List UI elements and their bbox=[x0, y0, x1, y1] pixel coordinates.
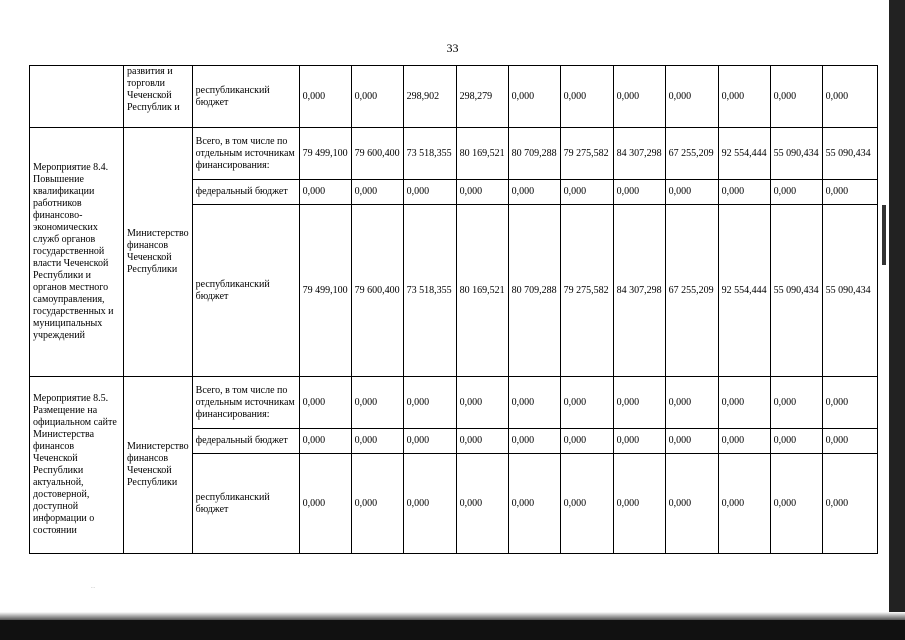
table-cell: республиканский бюджет bbox=[192, 66, 299, 128]
table-cell: 80 169,521 bbox=[456, 205, 508, 377]
table-cell: 0,000 bbox=[351, 377, 403, 429]
source-label: республиканский бюджет bbox=[192, 454, 299, 554]
table-cell: 0,000 bbox=[770, 454, 822, 554]
table-cell: 0,000 bbox=[403, 377, 456, 429]
table-cell: 0,000 bbox=[718, 180, 770, 205]
table-row bbox=[30, 128, 878, 180]
table-cell: 0,000 bbox=[718, 454, 770, 554]
source-label: федеральный бюджет bbox=[192, 180, 299, 205]
table-cell: 0,000 bbox=[299, 377, 351, 429]
table-cell: 0,000 bbox=[613, 429, 665, 454]
table-cell: 0,000 bbox=[770, 66, 822, 128]
table-cell: 84 307,298 bbox=[613, 205, 665, 377]
table-cell: 79 499,100 bbox=[299, 128, 351, 180]
table-cell: 79 275,582 bbox=[560, 205, 613, 377]
table-cell: 0,000 bbox=[718, 429, 770, 454]
table-cell: 55 090,434 bbox=[822, 128, 877, 180]
table-cell: 0,000 bbox=[299, 180, 351, 205]
page-number: 33 bbox=[446, 41, 459, 55]
table-cell: 0,000 bbox=[351, 66, 403, 128]
source-label: Всего, в том числе по отдельным источникам финансирования: bbox=[192, 377, 299, 429]
measure-name: Мероприятие 8.4. Повышение квалификации работников финансово-экономических служб органов государственной власти Чеченской Республики и органов местного самоуправления, государственных и муниципальных учреждений bbox=[30, 128, 124, 377]
table-cell: 80 709,288 bbox=[508, 205, 560, 377]
table-cell: 0,000 bbox=[456, 180, 508, 205]
table-cell: 73 518,355 bbox=[403, 128, 456, 180]
scan-edge-right bbox=[889, 0, 905, 640]
table-cell: 55 090,434 bbox=[770, 128, 822, 180]
table-cell: 0,000 bbox=[456, 429, 508, 454]
budget-table bbox=[29, 65, 878, 554]
table-cell: 0,000 bbox=[613, 66, 665, 128]
table-cell: 0,000 bbox=[613, 180, 665, 205]
table-cell: 0,000 bbox=[560, 429, 613, 454]
table-cell: 0,000 bbox=[665, 377, 718, 429]
table-cell: 0,000 bbox=[403, 429, 456, 454]
table-cell: 0,000 bbox=[822, 180, 877, 205]
table-cell: 0,000 bbox=[560, 377, 613, 429]
table-cell: 0,000 bbox=[508, 66, 560, 128]
footer-note: … bbox=[91, 584, 96, 589]
scan-edge-bottom bbox=[0, 620, 905, 640]
executor: Министерство финансов Чеченской Республики bbox=[124, 128, 193, 377]
table-cell: 0,000 bbox=[613, 454, 665, 554]
table-cell: 0,000 bbox=[508, 377, 560, 429]
table-cell: развития и торговли Чеченской Республик и bbox=[124, 66, 193, 128]
table-cell: 55 090,434 bbox=[822, 205, 877, 377]
scan-artifact-top bbox=[0, 0, 905, 22]
table-cell: 298,902 bbox=[403, 66, 456, 128]
table-cell: 0,000 bbox=[822, 377, 877, 429]
table-cell: 0,000 bbox=[351, 180, 403, 205]
table-cell: 0,000 bbox=[508, 454, 560, 554]
table-cell: 0,000 bbox=[665, 454, 718, 554]
table-cell: 0,000 bbox=[665, 180, 718, 205]
table-cell: 0,000 bbox=[456, 454, 508, 554]
table-cell: 73 518,355 bbox=[403, 205, 456, 377]
table-cell: 0,000 bbox=[665, 66, 718, 128]
table-cell: 0,000 bbox=[560, 66, 613, 128]
source-label: федеральный бюджет bbox=[192, 429, 299, 454]
table-cell: 0,000 bbox=[718, 66, 770, 128]
table-cell: 0,000 bbox=[770, 429, 822, 454]
table-cell: 0,000 bbox=[822, 429, 877, 454]
table-cell: 79 600,400 bbox=[351, 128, 403, 180]
table-cell bbox=[30, 66, 124, 128]
table-cell: 0,000 bbox=[456, 377, 508, 429]
table-cell: 92 554,444 bbox=[718, 128, 770, 180]
table-cell: 298,279 bbox=[456, 66, 508, 128]
measure-name: Мероприятие 8.5. Размещение на официальном сайте Министерства финансов Чеченской Республики актуальной, достоверной, доступной информации о состоянии bbox=[30, 377, 124, 554]
table-cell: 0,000 bbox=[299, 66, 351, 128]
table-row bbox=[30, 377, 878, 429]
table-cell: 0,000 bbox=[770, 180, 822, 205]
table-cell: 0,000 bbox=[822, 66, 877, 128]
table-cell: 0,000 bbox=[770, 377, 822, 429]
table-cell: 0,000 bbox=[822, 454, 877, 554]
table-cell: 79 275,582 bbox=[560, 128, 613, 180]
table-cell: 84 307,298 bbox=[613, 128, 665, 180]
table-cell: 79 499,100 bbox=[299, 205, 351, 377]
table-cell: 80 169,521 bbox=[456, 128, 508, 180]
table-cell: 92 554,444 bbox=[718, 205, 770, 377]
table-cell: 0,000 bbox=[508, 180, 560, 205]
table-cell: 0,000 bbox=[613, 377, 665, 429]
table-cell: 79 600,400 bbox=[351, 205, 403, 377]
table-cell: 0,000 bbox=[508, 429, 560, 454]
scan-mark bbox=[882, 205, 886, 265]
table-cell: 0,000 bbox=[299, 454, 351, 554]
table-cell: 0,000 bbox=[351, 454, 403, 554]
table-cell: 0,000 bbox=[560, 454, 613, 554]
table-cell: 55 090,434 bbox=[770, 205, 822, 377]
table-cell: 0,000 bbox=[403, 180, 456, 205]
table-cell: 67 255,209 bbox=[665, 128, 718, 180]
source-label: республиканский бюджет bbox=[192, 205, 299, 377]
executor: Министерство финансов Чеченской Республики bbox=[124, 377, 193, 554]
source-label: Всего, в том числе по отдельным источникам финансирования: bbox=[192, 128, 299, 180]
table-cell: 0,000 bbox=[718, 377, 770, 429]
table-cell: 0,000 bbox=[560, 180, 613, 205]
table-cell: 0,000 bbox=[299, 429, 351, 454]
table-cell: 0,000 bbox=[665, 429, 718, 454]
table-cell: 67 255,209 bbox=[665, 205, 718, 377]
table-cell: 0,000 bbox=[403, 454, 456, 554]
table-cell: 0,000 bbox=[351, 429, 403, 454]
table-row bbox=[30, 66, 878, 128]
table-cell: 80 709,288 bbox=[508, 128, 560, 180]
scan-artifact-bottom-fade bbox=[0, 612, 905, 620]
